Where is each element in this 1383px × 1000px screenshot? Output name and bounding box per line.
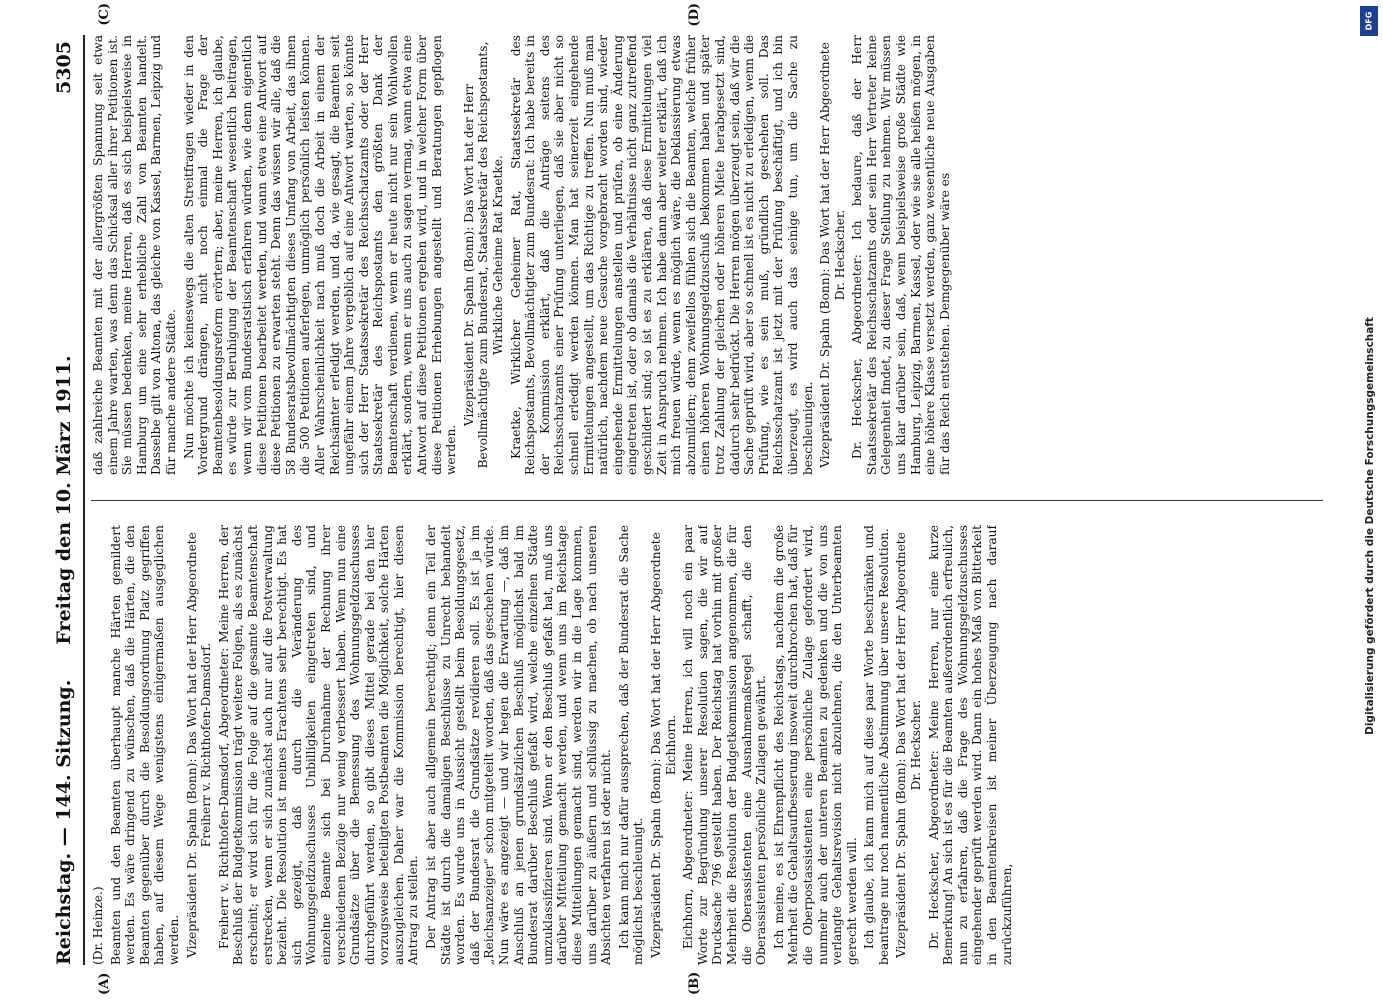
- dfg-logo: DFG: [1360, 6, 1378, 36]
- paragraph: (Dr. Heinze.): [90, 886, 105, 965]
- paragraph: Beamten und den Beamten überhaupt manche Härten gemildert werden. Es wäre dringend zu wünschen, daß die Härten, die den Beamten gegenüber durch die Besoldungsordnung Platz gegriffen haben, auf diesem Wege wenigstens einigermaßen ausgeglichen werden.: [108, 525, 181, 965]
- column-divider: [91, 500, 1323, 501]
- paragraph: Dr. Heckscher, Abgeordneter: Ich bedaure, daß der Herr Staatssekretär des Reichsschatzamts oder sein Herr Vertreter keine Gelegenheit findet, zu dieser Frage Stellung zu nehmen. Wir müssen uns klar darüber sein, daß, wenn beispielsweise große Städte wie Hamburg, Leipzig, Barmen, Kassel, oder wie sie alle heißen mögen, in eine höhere Klasse versetzt werden, ganz wesentliche neue Ausgaben für das Reich entstehen. Demgegenüber wäre es: [849, 35, 952, 475]
- paragraph: Eichhorn, Abgeordneter: Meine Herren, ich will noch ein paar Worte zur Begründung unserer Resolution sagen, die wir auf Drucksache 796 gestellt haben. Der Reichstag hat vorhin mit großer Mehrheit die Resolution der Budgetkommission angenommen, die für die Oberassistenten eine Ausnahmemaßregel schafft, die den Oberassistenten persönliche Zulagen gewährt.: [680, 525, 768, 965]
- paragraph: Vizepräsident Dr. Spahn (Bonn): Das Wort hat der Herr Abgeordnete Dr. Heckscher.: [893, 532, 923, 958]
- paragraph: Kraetke, Wirklicher Geheimer Rat, Staatssekretär des Reichspostamts, Bevollmächtigter zum Bundesrat: Ich habe bereits in der Kommission erklärt, daß die Anträge seitens des Reichsschatzamts einer Prüfung unterliegen, daß sie aber nicht so schnell erledigt werden können. Man hat seinerzeit eingehende Ermittelungen angestellt, um das Richtige zu treffen. Nun muß man natürlich, nachdem neue Gesuche vorgebracht worden sind, wieder eingehende Ermittelungen anstellen und prüfen, ob eine Änderung eingetreten ist, oder ob damals die Verhältnisse nicht ganz zutreffend geschildert sind; so ist es zu erklären, daß diese Ermittelungen viel Zeit in Anspruch nehmen. Ich habe dann aber weiter erklärt, daß ich mich freuen würde, wenn es möglich wäre, die Deklassierung etwas abzumildern; denn zweifellos fühlen sich die Beamten, welche früher einen höheren Wohnungsgeldzuschuß bekommen haben und später trotz Zahlung der gleichen oder höheren Miete herabgesetzt sind, dadurch sehr bedrückt. Die Herren mögen überzeugt sein, daß wir die Sache geprüft wird, aber so schnell ist es nicht zu erledigen, wenn die Prüfung, wie es sein muß, gründlich geschehen soll. Das Reichsschatzamt ist jetzt mit der Prüfung beschäftigt, und ich bin überzeugt, es wird auch das seinige tun, um die Sache zu beschleunigen.: [508, 35, 814, 475]
- paragraph: Ich meine, es ist Ehrenpflicht des Reichstags, nachdem die große Mehrheit die Gehaltsaufbesserung insoweit durchbrochen hat, daß für die Oberpostassistenten eine persönliche Zulage gefordert wird, nunmehr auch der unteren Beamten zu gedenken und die von uns verlangte Gehaltsrevision nicht abzulehnen, die den Unterbeamten gerecht werden will.: [771, 525, 859, 965]
- margin-marker-a: (A): [96, 972, 112, 995]
- paragraph: Ich kann mich nur dafür aussprechen, daß der Bundesrat die Sache möglichst beschleunigt.: [616, 525, 645, 965]
- rotated-page: [47, 3, 1337, 995]
- header-session: Reichstag. — 144. Sitzung.: [52, 679, 75, 965]
- page-number: 5305: [52, 41, 75, 94]
- running-head: [47, 35, 85, 965]
- credit-text: Digitalisierung gefördert durch die Deutsche Forschungsgemeinschaft: [1364, 317, 1376, 735]
- paragraph: Freiherr v. Richthofen-Damsdorf, Abgeordneter: Meine Herren, der Beschluß der Budgetkommission trägt weitere Folgen, als es zunächst erscheint; er wird sich für die Folge auf die gesamte Beamtenschaft erstrecken, wenn er sich zunächst auch nur auf die Postverwaltung bezieht. Die Resolution ist meines Erachtens sehr berechtigt. Es hat sich gezeigt, daß durch die Veränderung des Wohnungsgeldzuschusses Unbilligkeiten eingetreten sind, und einzelne Beamte sich bei Durchnahme der Rechnung ihrer verschiedenen Bezüge nur wenig verbessert haben. Wenn nun eine Grundsätze über die Bemessung des Wohnungsgeldzuschusses durchgeführt werden, so gibt dieses Mittel gerade bei den hier vorzugsweise beteiligten Postbeamten die Möglichkeit, solche Härten auszugleichen. Daher war die Kommission berechtigt, hier diesen Antrag zu stellen.: [216, 525, 420, 965]
- margin-marker-c: (C): [96, 3, 112, 26]
- left-column: [91, 525, 1323, 965]
- paragraph: Der Antrag ist aber auch allgemein berechtigt; denn ein Teil der Städte ist durch die damaligen Beschlüsse zu Unrecht behandelt worden. Es wurde uns in Aussicht gestellt beim Besoldungsgesetz, daß der Bundesrat die Grundsätze revidieren soll. Es ist ja im „Reichsanzeiger" schon mitgeteilt worden, daß das geschehen würde. Nun wäre es angezeigt — und wir hegen die Erwartung —, daß im Anschluß an jenen grundsätzlichen Beschluß möglichst bald im Bundesrat darüber Beschluß gefaßt wird, welche einzelnen Städte umzuklassifizieren sind. Wenn er den Beschluß gefaßt hat, muß uns darüber Mitteilung gemacht werden, und wenn uns im Reichstage diese Mitteilungen gemacht sind, werden wir in die Lage kommen, uns darüber zu äußern und schlüssig zu machen, ob nach unseren Absichten verfahren ist oder nicht.: [423, 525, 613, 965]
- margin-marker-b: (B): [686, 971, 702, 995]
- margin-marker-d: (D): [686, 3, 702, 27]
- digitization-credit: [1359, 6, 1381, 996]
- paragraph: Vizepräsident Dr. Spahn (Bonn): Das Wort hat der Herr Abgeordnete Freiherr v. Richthofen-Damsdorf.: [184, 532, 213, 958]
- paragraph: Dr. Heckscher, Abgeordneter: Meine Herren, nur eine kurze Bemerkung! An sich ist es für die Beamten außerordentlich erfreulich, nun zu erfahren, daß die Frage des Wohnungsgeldzuschusses eingehender geprüft werden wird. Dann ein hohes Maß von Bitterkeit in den Beamtenkreisen ist meiner Überzeugung nach darauf zurückzuführen,: [926, 525, 1014, 965]
- paragraph: Ich glaube, ich kann mich auf diese paar Worte beschränken und beantrage nur noch namentliche Abstimmung über unsere Resolution.: [861, 525, 891, 965]
- paragraph: Vizepräsident Dr. Spahn (Bonn): Das Wort hat der Herr Abgeordnete Dr. Heckscher.: [817, 42, 847, 468]
- paragraph: Vizepräsident Dr. Spahn (Bonn): Das Wort hat der Herr Abgeordnete Eichhorn.: [648, 532, 678, 958]
- paragraph: Nun möchte ich keineswegs die alten Streitfragen wieder in den Vordergrund drängen, nicht noch einmal die Frage der Beamtenbesoldungsreform erörtern; aber, meine Herren, ich glaube, es würde zur Beruhigung der Beamtenschaft wesentlich beitragen, wenn wir vom Bundesratstisch erfahren würden, wie denn eigentlich diese Petitionen bearbeitet werden, und wann etwa eine Antwort auf diese Petitionen zu erwarten steht. Denn das wissen wir alle, daß die 58 Bundesratsbevollmächtigten dieses Umfang von Arbeit, das ihnen die 500 Petitionen auferlegen, unmöglich persönlich leisten können. Aller Wahrscheinlichkeit nach muß doch die Arbeit in einem der Reichsämter erledigt werden, und da, wie gesagt, die Beamten seit ungefähr einem Jahre vergeblich auf eine Antwort warten, so könnte sich der Herr Staatssekretär des Reichsschatzamts oder der Herr Staatssekretär des Reichspostamts den größten Dank der Beamtenschaft verdienen, wenn er heute nicht nur sein Wohlwollen erklärt, sondern, wenn er uns auch zu sagen vermag, wann etwa eine Antwort auf diese Petitionen ergehen wird, und in welcher Form über diese Petitionen Erhebungen angestellt und Beratungen gepflogen werden.: [181, 35, 458, 475]
- paragraph: Vizepräsident Dr. Spahn (Bonn): Das Wort hat der Herr Bevollmächtigte zum Bundesrat, Staatssekretär des Reichspostamts, Wirkliche Geheime Rat Kraetke.: [461, 41, 505, 469]
- right-column: [91, 35, 1323, 475]
- paragraph: daß zahlreiche Beamten mit der allergrößten Spannung seit etwa einem Jahre warten, was denn das Schicksal aller ihrer Petitionen ist. Sie müssen bedenken, meine Herren, daß es sich beispielsweise in Hamburg um eine sehr erhebliche Zahl von Beamten handelt. Dasselbe gilt von Altona, das gleiche von Kassel, Barmen, Leipzig und für manche andere Städte.: [90, 35, 178, 475]
- header-date: Freitag den 10. März 1911.: [52, 355, 75, 645]
